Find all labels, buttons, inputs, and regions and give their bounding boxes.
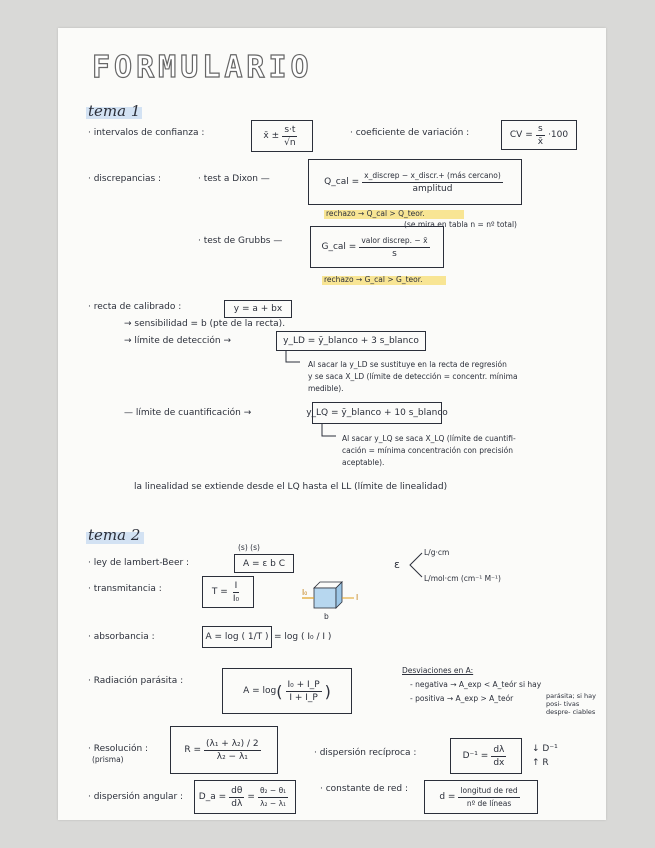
constante-red-formula-box: d = $\frac{\text{longitud de red}}{\text{nº de líneas}}$ (424, 780, 538, 814)
coef-variacion-label: · coeficiente de variación : (350, 128, 470, 138)
lq-note-connector (320, 424, 340, 440)
intervalos-label: · intervalos de confianza : (88, 128, 205, 138)
epsilon-symbol: ε (394, 558, 400, 571)
resolucion-label: · Resolución : (88, 744, 149, 754)
dispersion-angular-formula-box: D_a = $\frac{d\theta}{d\lambda}$ = $\frac{\text{θ₂ − θ₁}}{\text{λ₂ − λ₁}}$ (194, 780, 296, 814)
cuvette-diagram (302, 578, 372, 618)
limite-deteccion-formula-box: y_LD = ȳ_blanco + 3 s_blanco (276, 331, 426, 351)
lq-note-line-2: cación = mínima concentración con precisión (342, 446, 514, 455)
coef-variacion-formula-box: CV = $\frac{s}{x̄}$ ·100 (501, 120, 577, 150)
grubbs-rechazo: rechazo → G_cal > G_teor. (324, 275, 423, 284)
cuvette-b-label: b (324, 612, 329, 621)
recta-calibrado-label: · recta de calibrado : (88, 302, 182, 312)
ld-note-line-1: Al sacar la y_LD se sustituye en la recta de regresión (308, 360, 507, 369)
absorbancia-label: · absorbancia : (88, 632, 155, 642)
tema-2-heading: tema 2 (88, 526, 141, 544)
recta-formula-box: y = a + bx (224, 300, 292, 318)
absorbancia-formula-alt: = log ( I₀ / I ) (274, 632, 332, 642)
page-title: FORMULARIO (92, 50, 313, 85)
notebook-page (58, 28, 606, 820)
resolucion-sublabel: (prisma) (92, 755, 124, 764)
limite-cuantificacion-label: — límite de cuantificación → (124, 408, 252, 418)
dixon-label: · test a Dixon — (198, 174, 270, 184)
dispersion-angular-label: · dispersión angular : (88, 792, 184, 802)
lq-note-line-1: Al sacar y_LQ se saca X_LQ (límite de cuantifi- (342, 434, 516, 443)
grubbs-label: · test de Grubbs — (198, 236, 283, 246)
discrepancias-label: · discrepancias : (88, 174, 162, 184)
cuvette-io-label: I₀ (302, 588, 308, 597)
linealidad-text: la linealidad se extiende desde el LQ hasta el LL (límite de linealidad) (134, 482, 448, 492)
sensibilidad-text: → sensibilidad = b (pte de la recta). (124, 319, 286, 329)
desviacion-negativa: - negativa → A_exp < A_teór si hay (410, 680, 542, 689)
desviaciones-title: Desviaciones en A: (402, 666, 474, 675)
cuvette-i-label: I (356, 593, 359, 602)
ld-note-connector (284, 350, 304, 366)
limite-cuantificacion-formula-box: y_LQ = ȳ_blanco + 10 s_blanco (312, 402, 442, 424)
dispersion-reciproca-note-2: ↑ R (532, 758, 549, 768)
radiacion-parasita-label: · Radiación parásita : (88, 676, 184, 686)
desviacion-note: parásita; si hay posi- tivas despre- ciables (546, 692, 596, 716)
absorbancia-formula-box: A = log ( 1/T ) (202, 626, 272, 648)
resolucion-formula-box: R = $\frac{\text{(λ₁ + λ₂) / 2}}{\text{λ₂ − λ₁}}$ (170, 726, 278, 774)
grubbs-formula-box: G_cal = $\frac{\text{valor discrep. − x̄}}{s}$ (310, 226, 444, 268)
dispersion-reciproca-formula-box: D⁻¹ = $\frac{d\lambda}{dx}$ (450, 738, 522, 774)
lambert-beer-formula-box: A = ε b C (234, 554, 294, 573)
ld-note-line-3: medible). (308, 384, 344, 393)
desviacion-positiva: - positiva → A_exp > A_teór (410, 694, 514, 703)
epsilon-brace (406, 551, 426, 581)
tema-1-heading: tema 1 (88, 102, 141, 120)
dixon-note: (se mira en tabla n = nº total) (404, 220, 517, 229)
dixon-rechazo: rechazo → Q_cal > Q_teor. (326, 209, 425, 218)
limite-deteccion-label: → límite de detección → (124, 336, 232, 346)
radiacion-parasita-formula-box: A = log ( $\frac{\text{I₀ + I\_P}}{I + I\_P}$ ) (222, 668, 352, 714)
intervalos-formula-box: x̄ ± $\frac{s\cdot t}{√n}$ (251, 120, 313, 152)
epsilon-unit-2: L/mol·cm (cm⁻¹ M⁻¹) (424, 574, 501, 583)
transmitancia-formula-box: T = $\frac{I}{\text{I₀}}$ (202, 576, 254, 608)
lambert-beer-units: (s) (s) (238, 543, 260, 552)
dispersion-reciproca-label: · dispersión recíproca : (314, 748, 417, 758)
lambert-beer-label: · ley de lambert-Beer : (88, 558, 190, 568)
constante-red-label: · constante de red : (320, 784, 409, 794)
transmitancia-label: · transmitancia : (88, 584, 162, 594)
dixon-formula-box: Q_cal = $\frac{\text{x\_discrep − x\_discr.+ (más cercano)}}{\text{amplitud}}$ (308, 159, 522, 205)
dispersion-reciproca-note-1: ↓ D⁻¹ (532, 744, 558, 754)
epsilon-unit-1: L/g·cm (424, 548, 450, 557)
lq-note-line-3: aceptable). (342, 458, 385, 467)
ld-note-line-2: y se saca X_LD (límite de detección = concentr. mínima (308, 372, 518, 381)
